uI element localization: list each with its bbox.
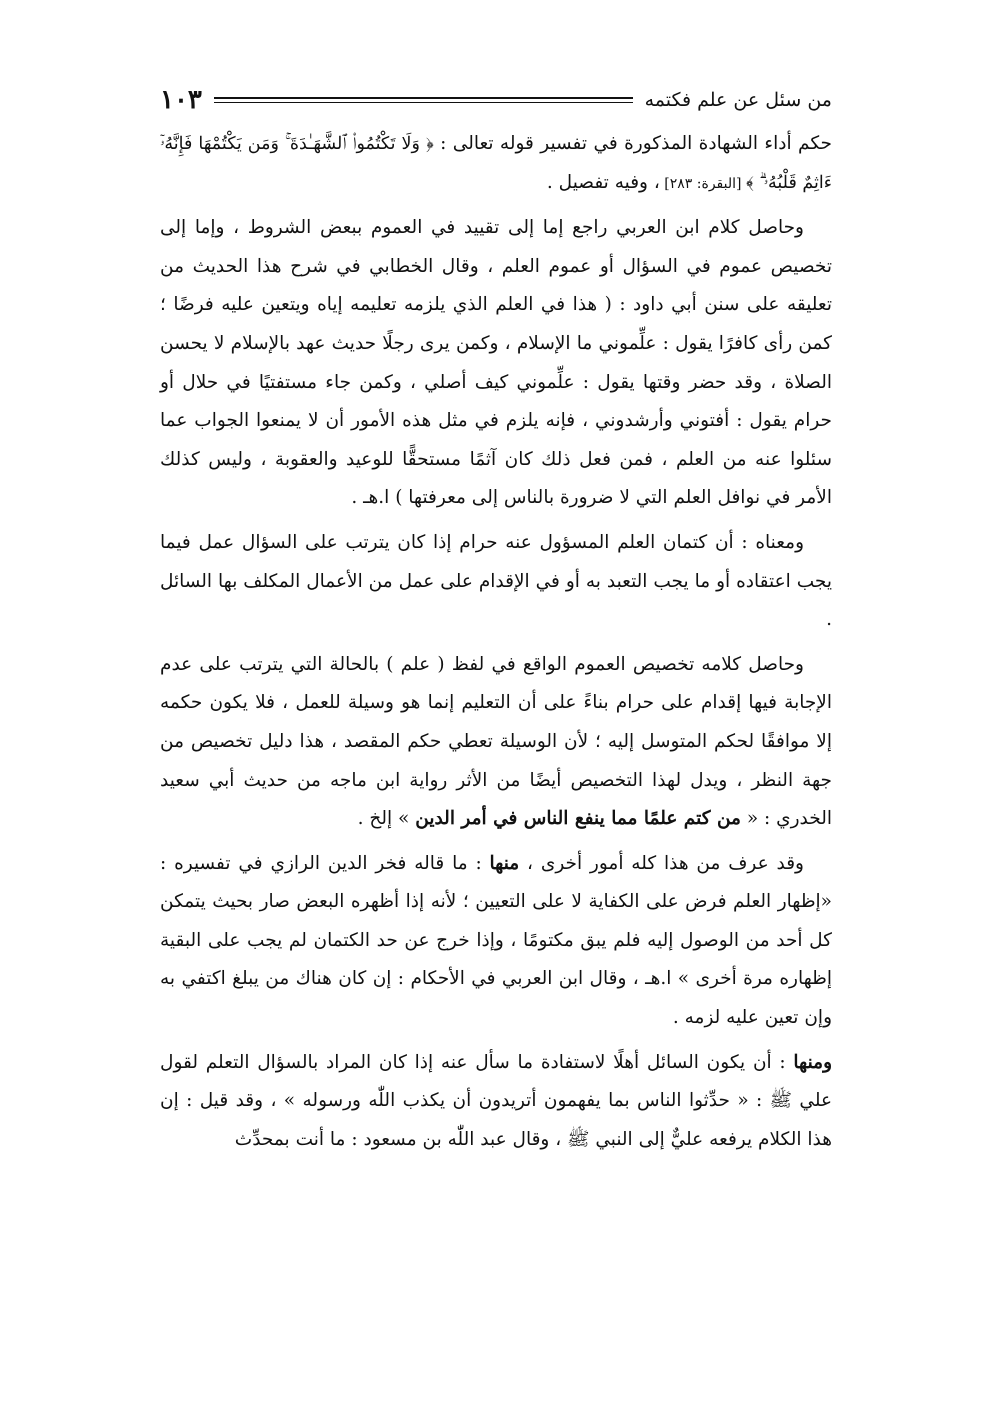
paragraph-4 bbox=[160, 646, 832, 839]
paragraph-5-text-a: وقد عرف من هذا كله أمور أخرى ، bbox=[519, 852, 804, 874]
verse-reference: [البقرة: ٢٨٣] bbox=[659, 175, 746, 192]
paragraph-5-keyword: منها bbox=[489, 852, 520, 874]
paragraph-4-text-b: » إلخ . bbox=[357, 808, 416, 830]
page-header bbox=[160, 80, 832, 120]
paragraph-5 bbox=[160, 845, 832, 1038]
page-number: ١٠٣ bbox=[160, 85, 202, 115]
paragraph-1-text-b: ، وفيه تفصيل . bbox=[546, 171, 660, 193]
body-text bbox=[160, 125, 832, 1165]
paragraph-3: ومعناه : أن كتمان العلم المسؤول عنه حرام إذا كان يترتب على السؤال عمل فيما يجب اعتقاده أو ما يجب التعبد به أو في الإقدام على عمل من الأعمال المكلف بها السائل . bbox=[160, 531, 832, 631]
running-title: من سئل عن علم فكتمه bbox=[644, 89, 832, 111]
paragraph-4-text-a: وحاصل كلامه تخصيص العموم الواقع في لفظ ( علم ) بالحالة التي يترتب على عدم الإجابة فيها إقدام على حرام بناءً على أن التعليم إنما هو وسيلة للعمل ، فلا يكون حكمه إلا موافقًا لحكم المتوسل إليه ؛ لأن الوسيلة تعطي حكم المقصد ، هذا دليل تخصيص من جهة النظر ، ويدل لهذا التخصيص أيضًا من الأثر رواية ابن ماجه من حديث أبي سعيد الخدري : « bbox=[160, 653, 832, 830]
paragraph-6 bbox=[160, 1044, 832, 1160]
paragraph-6-keyword: ومنها bbox=[793, 1051, 833, 1073]
paragraph-1-text-a: حكم أداء الشهادة المذكورة في تفسير قوله تعالى : bbox=[433, 133, 832, 154]
paragraph-1 bbox=[160, 125, 832, 203]
hadith-quote: من كتم علمًا مما ينفع الناس في أمر الدين bbox=[415, 808, 741, 830]
quran-verse: ﴿ وَلَا تَكْتُمُوا۟ ٱلشَّهَـٰدَةَ ۚ وَمَن يَكْتُمْهَا فَإِنَّهُۥٓ ءَاثِمٌ قَلْبُهُۥ ۗ ﴾ bbox=[160, 134, 832, 193]
paragraph-6-text: : أن يكون السائل أهلًا لاستفادة ما سأل عنه إذا كان المراد بالسؤال التعلم لقول علي ﷺ : « حدِّثوا الناس بما يفهمون أتريدون أن يكذب اللّٰه ورسوله » ، وقد قيل : إن هذا الكلام يرفعه عليٌّ إلى النبي ﷺ ، وقال عبد اللّٰه بن مسعود : ما أنت بمحدِّث bbox=[160, 1051, 832, 1150]
paragraph-2: وحاصل كلام ابن العربي راجع إما إلى تقييد في العموم ببعض الشروط ، وإما إلى تخصيص عموم في السؤال أو عموم العلم ، وقال الخطابي في شرح هذا الحديث من تعليقه على سنن أبي داود : ( هذا في العلم الذي يلزمه تعليمه إياه ويتعين عليه فرضًا ؛ كمن رأى كافرًا يقول : علِّموني ما الإسلام ، وكمن يرى رجلًا حديث عهد بالإسلام لا يحسن الصلاة ، وقد حضر وقتها يقول : علِّموني كيف أصلي ، وكمن جاء مستفتيًا في حلال أو حرام يقول : أفتوني وأرشدوني ، فإنه يلزم في مثل هذه الأمور أن لا يمنعوا الجواب عما سئلوا عنه من العلم ، فمن فعل ذلك كان آثمًا مستحقًّا للوعيد والعقوبة ، وليس كذلك الأمر في نوافل العلم التي لا ضرورة بالناس إلى معرفتها ) ا.هـ . bbox=[160, 217, 832, 509]
header-rule bbox=[214, 97, 633, 103]
paragraph-5-text-b: : ما قاله فخر الدين الرازي في تفسيره : «إظهار العلم فرض على الكفاية لا على التعيين ؛ لأنه إذا أظهره البعض صار بحيث يتمكن كل أحد من الوصول إليه فلم يبق مكتومًا ، وإذا خرج عن حد الكتمان لم يجب على البقية إظهاره مرة أخرى » ا.هـ ، وقال ابن العربي في الأحكام : إن كان هناك من يبلغ اكتفي به وإن تعين عليه لزمه . bbox=[160, 852, 832, 1029]
